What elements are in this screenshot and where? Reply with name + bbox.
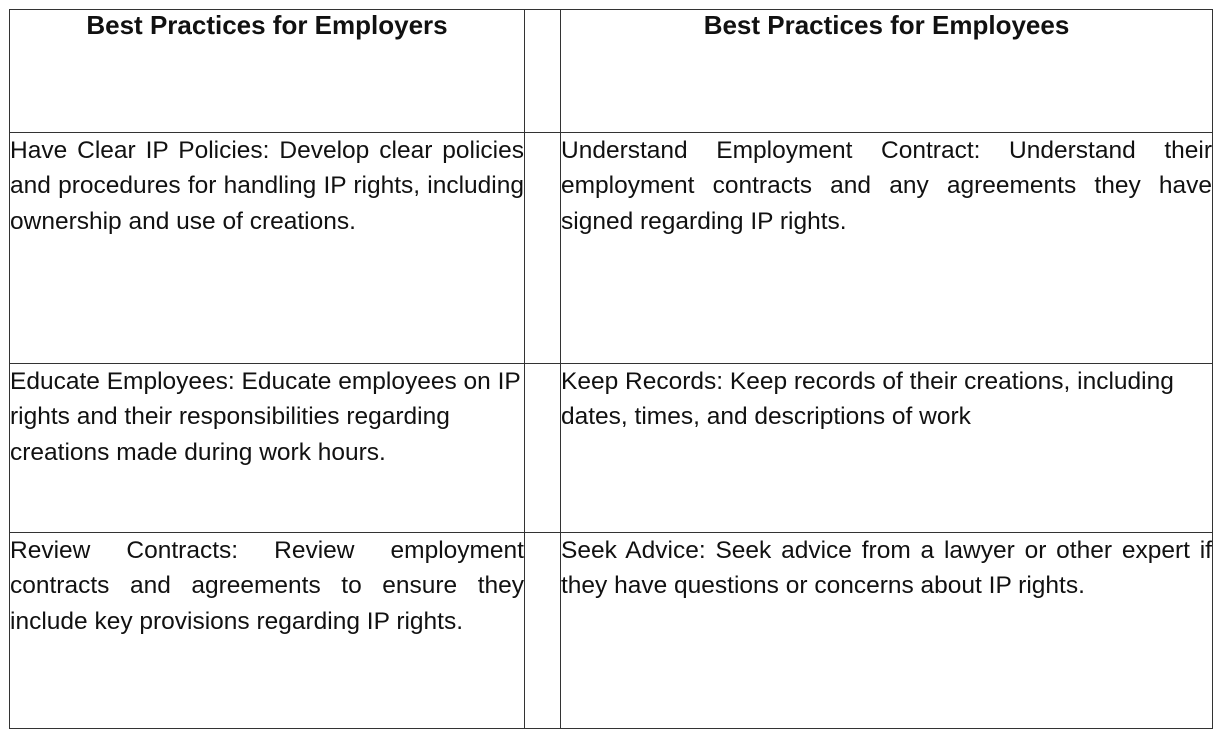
table-header-row <box>10 10 1213 133</box>
employer-practice-cell: Have Clear IP Policies: Develop clear policies and procedures for handling IP rights, including ownership and use of creations. <box>10 133 525 364</box>
spacer-column-cell <box>525 364 561 533</box>
table-row <box>10 364 1213 533</box>
spacer-column-cell <box>525 133 561 364</box>
best-practices-table <box>9 9 1213 729</box>
spacer-column-cell <box>525 10 561 133</box>
employee-practice-cell: Understand Employment Contract: Understand their employment contracts and any agreements they have signed regarding IP rights. <box>561 133 1213 364</box>
spacer-column-cell <box>525 533 561 729</box>
employer-practice-cell: Educate Employees: Educate employees on IP rights and their responsibilities regarding creations made during work hours. <box>10 364 525 533</box>
table-row <box>10 133 1213 364</box>
header-employees: Best Practices for Employees <box>561 10 1213 133</box>
employer-practice-cell: Review Contracts: Review employment contracts and agreements to ensure they include key provisions regarding IP rights. <box>10 533 525 729</box>
employee-practice-cell: Keep Records: Keep records of their creations, including dates, times, and descriptions of work <box>561 364 1213 533</box>
table-row <box>10 533 1213 729</box>
employee-practice-cell: Seek Advice: Seek advice from a lawyer or other expert if they have questions or concerns about IP rights. <box>561 533 1213 729</box>
header-employers: Best Practices for Employers <box>10 10 525 133</box>
